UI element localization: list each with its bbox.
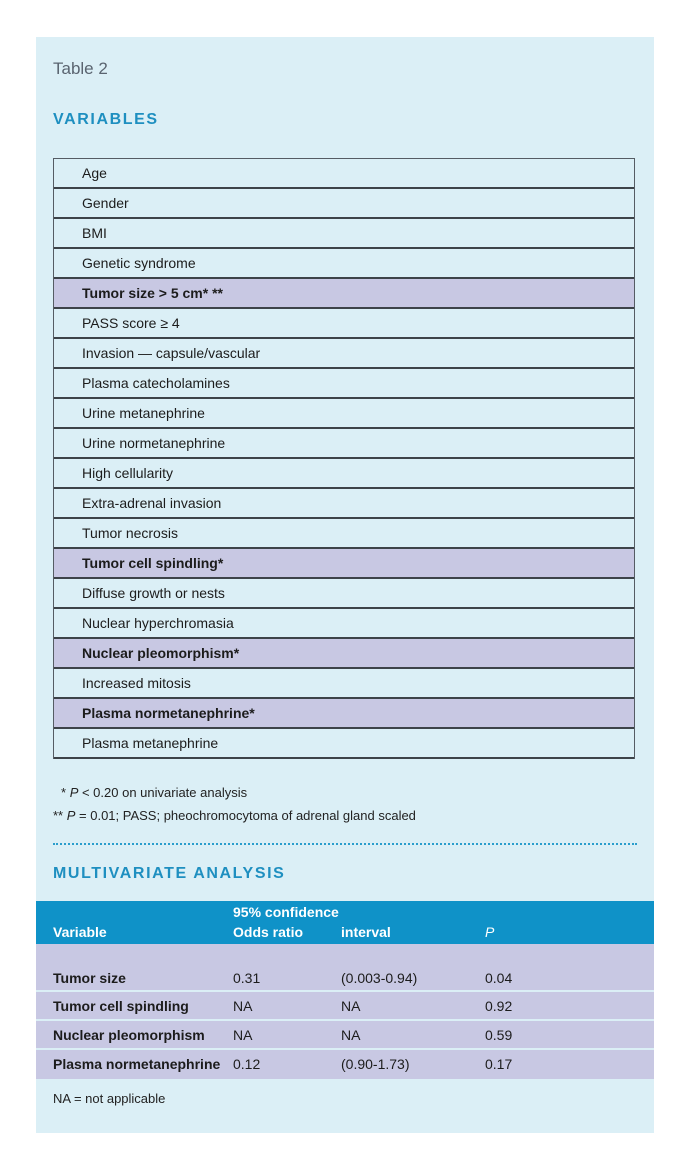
variable-row — [54, 459, 634, 489]
cell-p: 0.92 — [485, 998, 513, 1014]
variable-label: Age — [82, 165, 107, 181]
cell-odds-ratio: 0.31 — [233, 970, 261, 986]
cell-odds-ratio: NA — [233, 998, 253, 1014]
variable-label: Nuclear hyperchromasia — [82, 615, 234, 631]
footnote-1 — [61, 785, 247, 800]
variable-label: Plasma metanephrine — [82, 735, 219, 751]
variable-row — [54, 369, 634, 399]
variable-label: Increased mitosis — [82, 675, 191, 691]
variable-row — [54, 399, 634, 429]
header-odds-ratio: Odds ratio — [233, 924, 304, 940]
variable-row — [54, 519, 634, 549]
variable-row — [54, 279, 634, 309]
variable-label: High cellularity — [82, 465, 174, 481]
variable-row — [54, 219, 634, 249]
table-row — [36, 1050, 654, 1077]
variable-row — [54, 429, 634, 459]
dotted-divider — [53, 843, 637, 845]
footnote-1-p: P — [69, 785, 79, 800]
variable-label: Tumor necrosis — [82, 525, 178, 541]
footnote-2-text: = 0.01; PASS; pheochromocytoma of adrenal gland scaled — [75, 808, 416, 823]
cell-variable: Tumor cell spindling — [53, 998, 189, 1014]
cell-ci: NA — [341, 998, 361, 1014]
multivariate-title: MULTIVARIATE ANALYSIS — [53, 865, 286, 882]
variables-title: VARIABLES — [53, 111, 159, 128]
variable-label: Nuclear pleomorphism* — [82, 645, 240, 661]
variable-row — [54, 579, 634, 609]
header-variable: Variable — [53, 924, 107, 940]
footnote-1-marker: * — [61, 785, 67, 800]
variable-row — [54, 729, 634, 759]
cell-p: 0.59 — [485, 1027, 513, 1043]
variable-row — [54, 159, 634, 189]
cell-ci: NA — [341, 1027, 361, 1043]
variable-row — [54, 549, 634, 579]
multivariate-body — [36, 944, 654, 1079]
cell-variable: Plasma normetanephrine — [53, 1056, 221, 1072]
variable-row — [54, 489, 634, 519]
cell-ci: (0.003-0.94) — [341, 970, 418, 986]
variable-label: PASS score ≥ 4 — [82, 315, 180, 331]
variable-row — [54, 669, 634, 699]
variable-row — [54, 309, 634, 339]
variable-label: Diffuse growth or nests — [82, 585, 225, 601]
table-label: Table 2 — [53, 59, 108, 78]
header-ci-line2: interval — [341, 924, 391, 940]
variable-row — [54, 609, 634, 639]
table-row — [36, 1021, 654, 1048]
footnote-2-marker: ** — [53, 808, 64, 823]
variable-label: Genetic syndrome — [82, 255, 196, 271]
variable-label: Urine metanephrine — [82, 405, 205, 421]
table-row — [36, 964, 654, 991]
cell-odds-ratio: 0.12 — [233, 1056, 261, 1072]
footnote-2-p: P — [66, 808, 76, 823]
multivariate-header — [36, 901, 654, 944]
variable-row — [54, 249, 634, 279]
variable-label: Plasma normetanephrine* — [82, 705, 255, 721]
cell-variable: Tumor size — [53, 970, 126, 986]
variable-label: BMI — [82, 225, 107, 241]
header-p: P — [485, 924, 495, 940]
variable-row — [54, 639, 634, 669]
variable-label: Tumor cell spindling* — [82, 555, 224, 571]
variable-label: Tumor size > 5 cm* ** — [82, 285, 223, 301]
variable-label: Extra-adrenal invasion — [82, 495, 222, 511]
cell-p: 0.04 — [485, 970, 513, 986]
variable-row — [54, 699, 634, 729]
variable-label: Gender — [82, 195, 129, 211]
footnote-2 — [53, 808, 416, 823]
variable-row — [54, 339, 634, 369]
cell-odds-ratio: NA — [233, 1027, 253, 1043]
na-note: NA = not applicable — [53, 1091, 166, 1106]
variable-label: Invasion — capsule/vascular — [82, 345, 261, 361]
variable-row — [54, 189, 634, 219]
variable-label: Urine normetanephrine — [82, 435, 226, 451]
cell-p: 0.17 — [485, 1056, 513, 1072]
table-row — [36, 992, 654, 1019]
variable-label: Plasma catecholamines — [82, 375, 230, 391]
footnote-1-text: < 0.20 on univariate analysis — [78, 785, 248, 800]
variables-table — [53, 158, 635, 759]
cell-variable: Nuclear pleomorphism — [53, 1027, 205, 1043]
header-ci-line1: 95% confidence — [233, 904, 339, 920]
table-panel — [36, 37, 654, 1133]
cell-ci: (0.90-1.73) — [341, 1056, 410, 1072]
